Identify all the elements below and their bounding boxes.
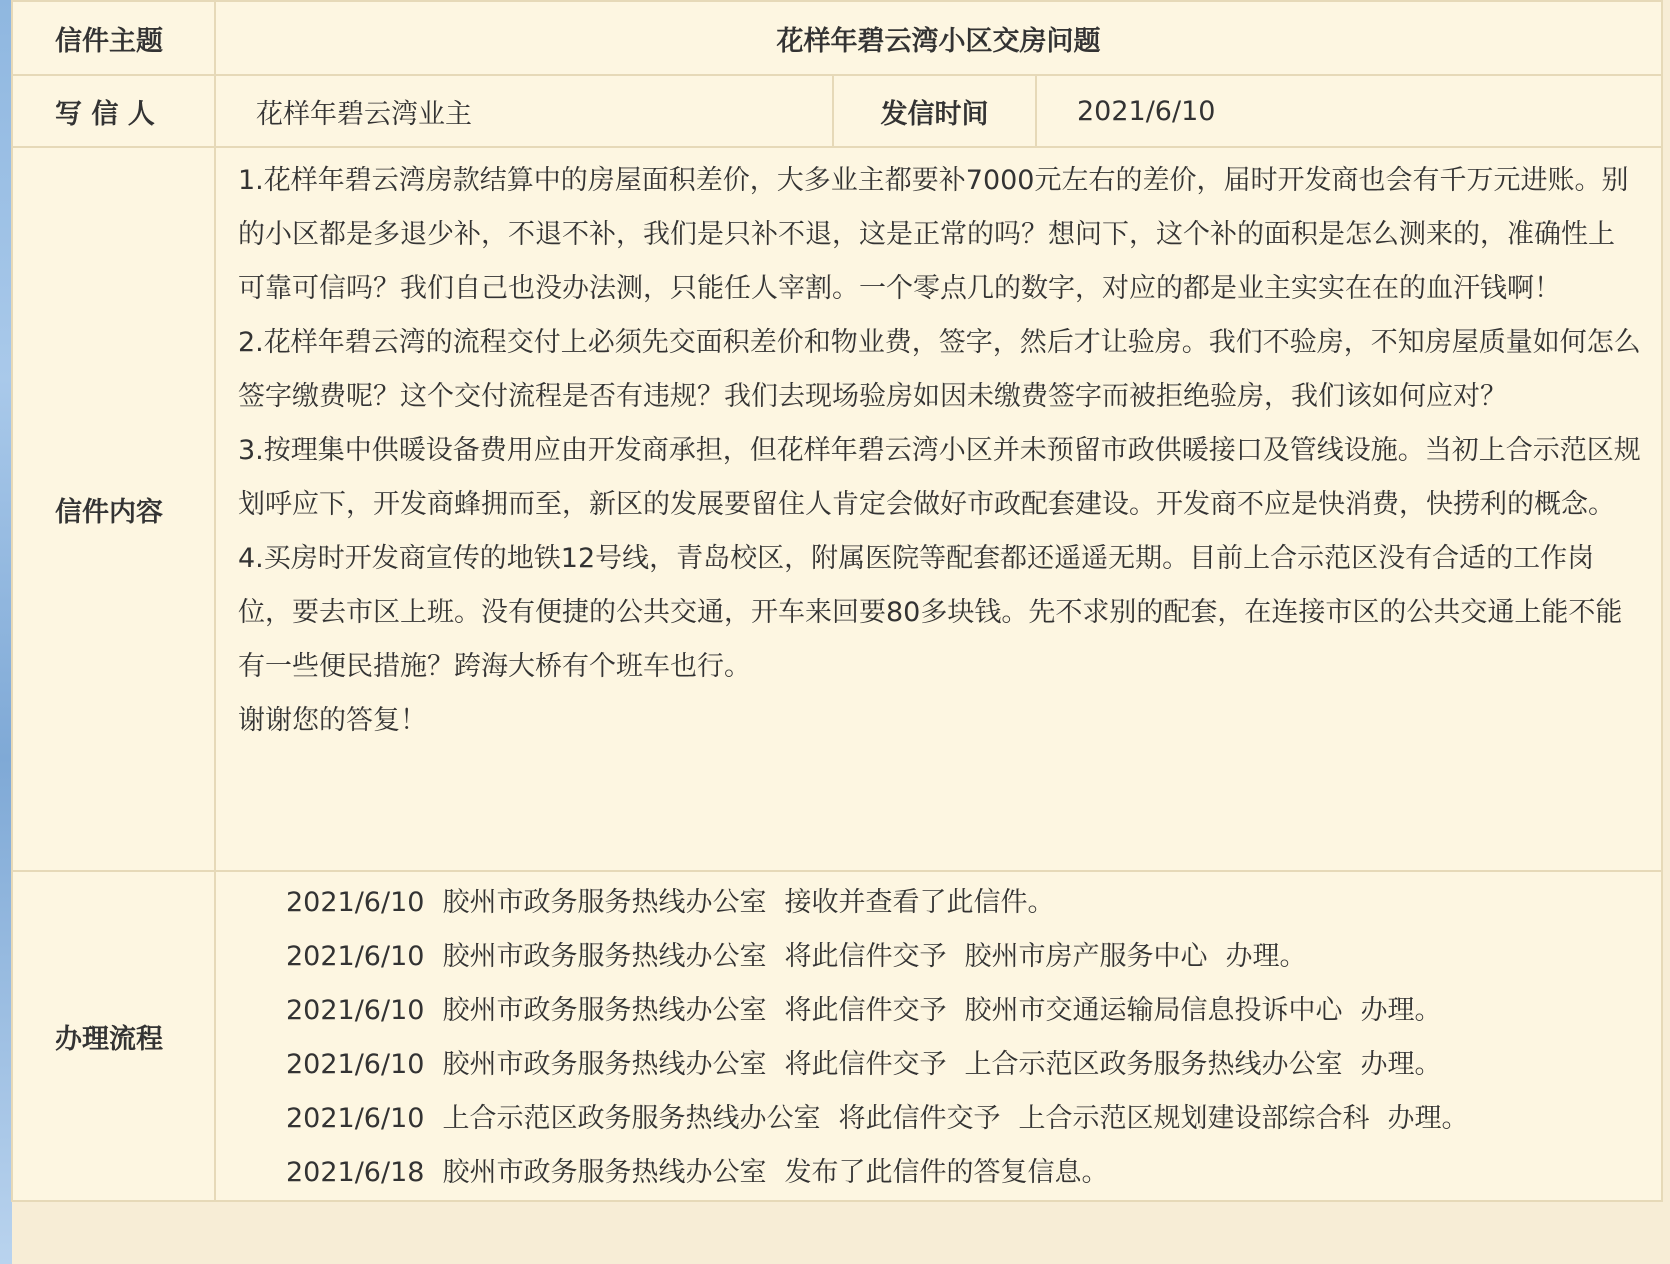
step-date: 2021/6/10 [286, 1049, 425, 1080]
step-date: 2021/6/10 [286, 941, 425, 972]
process-row [12, 871, 1662, 1201]
time-label: 发信时间 [833, 75, 1036, 147]
step-action: 接收并查看了此信件。 [784, 887, 1055, 918]
process-steps [215, 871, 1662, 1201]
process-step [286, 930, 1651, 984]
step-date: 2021/6/10 [286, 995, 425, 1026]
letter-time: 2021/6/10 [1036, 75, 1662, 147]
step-suffix: 办理。 [1387, 1103, 1469, 1134]
process-label: 办理流程 [12, 871, 215, 1201]
step-office: 胶州市政务服务热线办公室 [442, 995, 767, 1026]
step-suffix: 办理。 [1360, 1049, 1442, 1080]
process-step [286, 876, 1651, 930]
step-suffix: 办理。 [1360, 995, 1442, 1026]
step-office: 胶州市政务服务热线办公室 [442, 1157, 767, 1188]
step-date: 2021/6/10 [286, 887, 425, 918]
letter-author: 花样年碧云湾业主 [215, 75, 833, 147]
author-row [12, 75, 1662, 147]
step-target: 胶州市房产服务中心 [964, 941, 1208, 972]
author-label: 写 信 人 [12, 75, 215, 147]
step-action: 将此信件交予 [784, 941, 947, 972]
step-action: 发布了此信件的答复信息。 [784, 1157, 1109, 1188]
subject-label: 信件主题 [12, 1, 215, 75]
process-step [286, 1092, 1651, 1146]
step-target: 胶州市交通运输局信息投诉中心 [964, 995, 1343, 1026]
step-action: 将此信件交予 [784, 1049, 947, 1080]
step-office: 胶州市政务服务热线办公室 [442, 1049, 767, 1080]
step-suffix: 办理。 [1225, 941, 1307, 972]
step-date: 2021/6/10 [286, 1103, 425, 1134]
step-target: 上合示范区政务服务热线办公室 [964, 1049, 1343, 1080]
step-action: 将此信件交予 [838, 1103, 1001, 1134]
step-action: 将此信件交予 [784, 995, 947, 1026]
content-row [12, 147, 1662, 871]
content-paragraph: 4.买房时开发商宣传的地铁12号线，青岛校区，附属医院等配套都还遥遥无期。目前上合示范区没有合适的工作岗位，要去市区上班。没有便捷的公共交通，开车来回要80多块钱。先不求别的配套，在连接市区的公共交通上能不能有一些便民措施？跨海大桥有个班车也行。 [238, 543, 1623, 682]
subject-row [12, 1, 1662, 75]
letter-subject: 花样年碧云湾小区交房问题 [215, 1, 1662, 75]
step-office: 胶州市政务服务热线办公室 [442, 887, 767, 918]
process-step [286, 1146, 1651, 1200]
content-label: 信件内容 [12, 147, 215, 871]
content-paragraph: 1.花样年碧云湾房款结算中的房屋面积差价，大多业主都要补7000元左右的差价，届时开发商也会有千万元进账。别的小区都是多退少补，不退不补，我们是只补不退，这是正常的吗？想问下，这个补的面积是怎么测来的，准确性上可靠可信吗？我们自己也没办法测，只能任人宰割。一个零点几的数字，对应的都是业主实实在在的血汗钱啊！ [238, 165, 1629, 304]
step-office: 胶州市政务服务热线办公室 [442, 941, 767, 972]
content-paragraph: 3.按理集中供暖设备费用应由开发商承担，但花样年碧云湾小区并未预留市政供暖接口及管线设施。当初上合示范区规划呼应下，开发商蜂拥而至，新区的发展要留住人肯定会做好市政配套建设。开发商不应是快消费，快捞利的概念。 [238, 435, 1641, 520]
process-step [286, 984, 1651, 1038]
content-paragraph: 2.花样年碧云湾的流程交付上必须先交面积差价和物业费，签字，然后才让验房。我们不验房，不知房屋质量如何怎么签字缴费呢？这个交付流程是否有违规？我们去现场验房如因未缴费签字而被拒绝验房，我们该如何应对？ [238, 327, 1641, 412]
process-step [286, 1038, 1651, 1092]
letter-detail-table [11, 0, 1663, 1202]
step-date: 2021/6/18 [286, 1157, 425, 1188]
letter-content [215, 147, 1662, 871]
step-office: 上合示范区政务服务热线办公室 [442, 1103, 821, 1134]
content-paragraph: 谢谢您的答复！ [238, 705, 427, 736]
step-target: 上合示范区规划建设部综合科 [1018, 1103, 1370, 1134]
